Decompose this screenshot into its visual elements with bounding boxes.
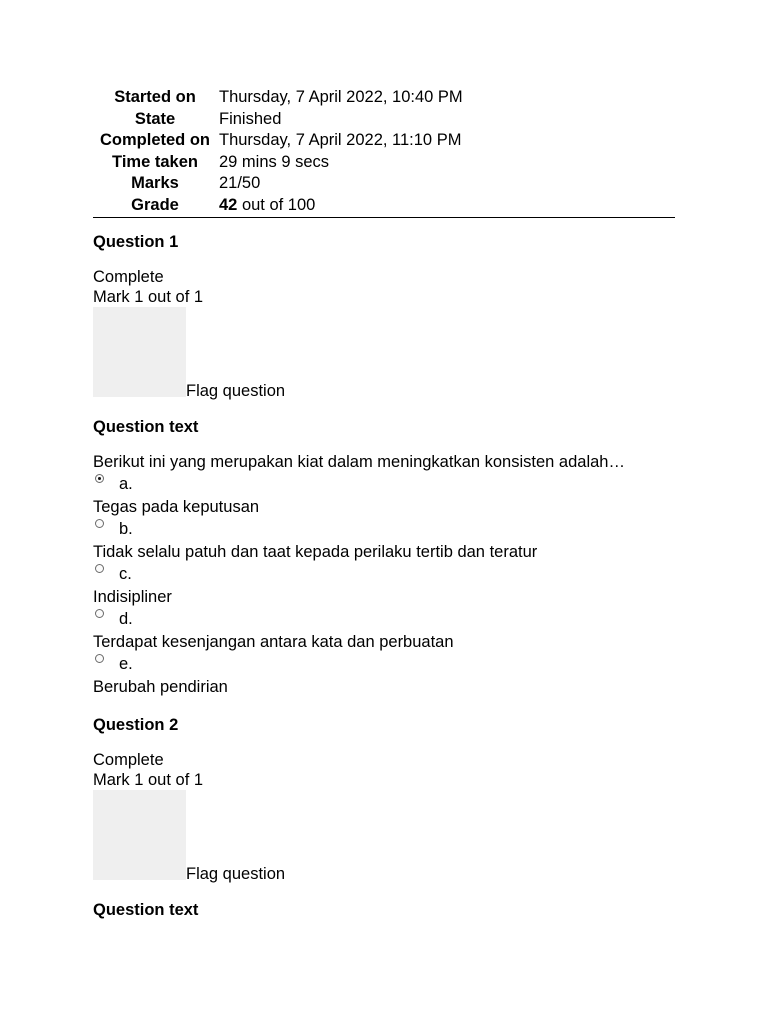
- flag-question-control[interactable]: [93, 790, 693, 883]
- attempt-summary-table: [93, 87, 675, 218]
- option-letter: b.: [119, 520, 133, 538]
- summary-label: Grade: [131, 195, 179, 214]
- option-letter: c.: [119, 565, 132, 583]
- flag-question-label[interactable]: Flag question: [186, 865, 286, 883]
- summary-value: [219, 195, 675, 217]
- option-text: Terdapat kesenjangan antara kata dan perbuatan: [93, 633, 454, 651]
- flag-question-label[interactable]: Flag question: [186, 382, 286, 400]
- question-text-heading: Question text: [93, 901, 199, 919]
- question-title: Question 2: [93, 716, 179, 734]
- summary-label: Marks: [131, 174, 179, 192]
- option-text: Tegas pada keputusan: [93, 498, 260, 516]
- radio-unselected-icon[interactable]: [95, 564, 104, 573]
- option-text: Tidak selalu patuh dan taat kepada perilaku tertib dan teratur: [93, 543, 538, 561]
- summary-row-grade: [93, 195, 675, 217]
- flag-icon[interactable]: [93, 307, 186, 397]
- summary-row-marks: [93, 173, 675, 195]
- summary-row-state: [93, 109, 675, 131]
- option-text: Indisipliner: [93, 588, 172, 606]
- flag-icon[interactable]: [93, 790, 186, 880]
- question-text: Berikut ini yang merupakan kiat dalam meningkatkan konsisten adalah…: [93, 453, 625, 471]
- option-e[interactable]: [93, 653, 693, 676]
- option-letter: a.: [119, 475, 133, 493]
- summary-row-completed: [93, 130, 675, 152]
- question-mark: Mark 1 out of 1: [93, 287, 204, 306]
- question-status: Complete: [93, 268, 164, 286]
- question-2: [93, 714, 693, 921]
- option-letter: e.: [119, 655, 133, 673]
- summary-row-time-taken: [93, 152, 675, 174]
- grade-value: 42: [219, 195, 238, 214]
- radio-unselected-icon[interactable]: [95, 609, 104, 618]
- summary-value: Thursday, 7 April 2022, 11:10 PM: [219, 131, 462, 149]
- option-c[interactable]: [93, 563, 693, 586]
- question-title: Question 1: [93, 233, 179, 251]
- option-d[interactable]: [93, 608, 693, 631]
- option-b[interactable]: [93, 518, 693, 541]
- summary-label: Started on: [114, 88, 196, 106]
- option-a[interactable]: [93, 473, 693, 496]
- question-status: Complete: [93, 751, 164, 769]
- grade-suffix: out of 100: [237, 195, 316, 214]
- flag-question-control[interactable]: [93, 307, 693, 400]
- question-text-heading: Question text: [93, 418, 199, 436]
- summary-value: Thursday, 7 April 2022, 10:40 PM: [219, 88, 463, 106]
- summary-label: State: [134, 109, 176, 128]
- summary-value: 29 mins 9 secs: [219, 152, 330, 171]
- radio-selected-icon[interactable]: [95, 474, 104, 483]
- summary-label: Completed on: [100, 131, 210, 149]
- radio-unselected-icon[interactable]: [95, 519, 104, 528]
- option-letter: d.: [119, 610, 133, 628]
- question-1: [93, 231, 693, 698]
- option-text: Berubah pendirian: [93, 678, 228, 696]
- summary-value: Finished: [219, 109, 282, 128]
- summary-value: 21/50: [219, 174, 261, 192]
- radio-unselected-icon[interactable]: [95, 654, 104, 663]
- question-mark: Mark 1 out of 1: [93, 770, 204, 789]
- summary-row-started: [93, 87, 675, 109]
- summary-label: Time taken: [112, 152, 198, 171]
